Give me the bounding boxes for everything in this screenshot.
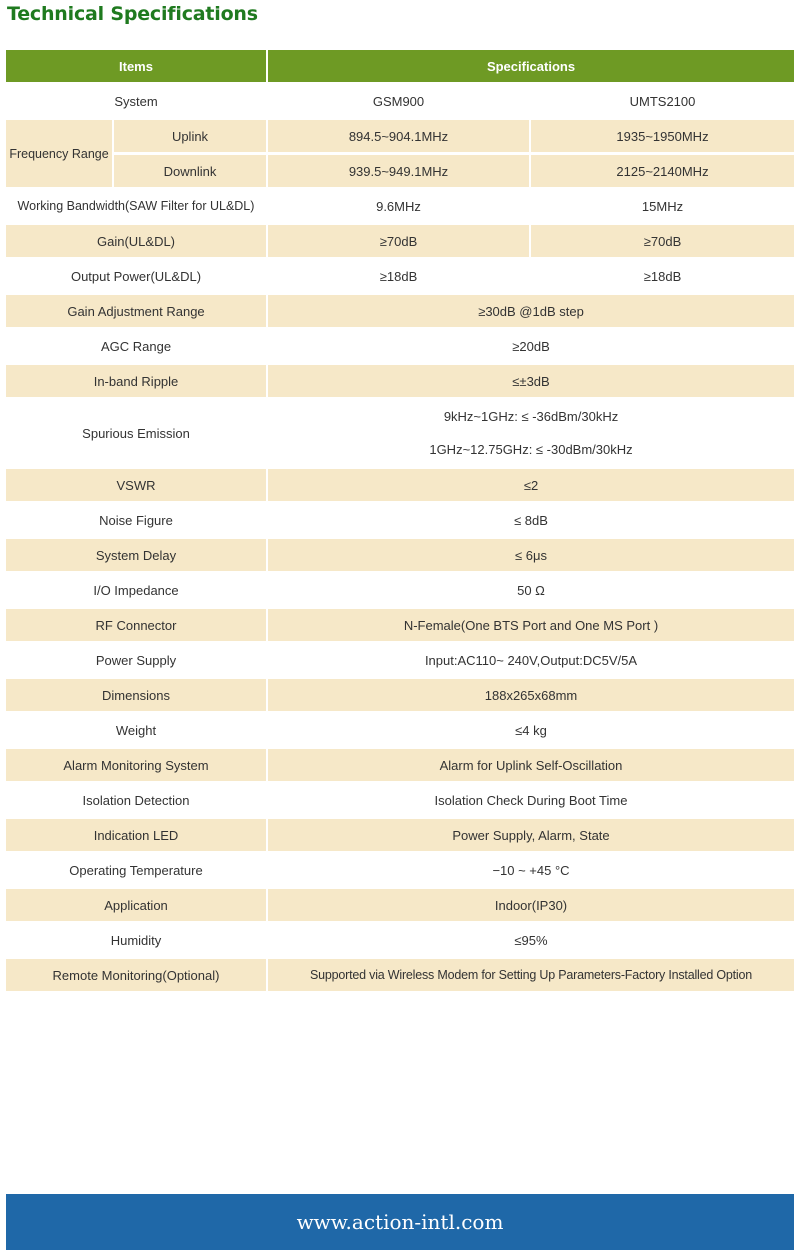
table-row: [6, 539, 794, 574]
table-row: [6, 330, 794, 365]
row-label: Gain Adjustment Range: [6, 295, 268, 330]
table-row: [6, 889, 794, 924]
table-row: [6, 260, 794, 295]
row-value: ≤95%: [268, 924, 794, 959]
table-row: [6, 190, 794, 225]
row-value: ≥18dB: [268, 260, 531, 295]
row-value: Power Supply, Alarm, State: [268, 819, 794, 854]
header-items: Items: [6, 50, 268, 85]
row-label: Dimensions: [6, 679, 268, 714]
table-row: [6, 644, 794, 679]
row-label: Working Bandwidth(SAW Filter for UL&DL): [6, 190, 268, 225]
row-label: Remote Monitoring(Optional): [6, 959, 268, 994]
spurious-line-2: 1GHz~12.75GHz: ≤ -30dBm/30kHz: [429, 442, 633, 457]
row-value: Input:AC110~ 240V,Output:DC5V/5A: [268, 644, 794, 679]
row-value: −10 ~ +45 °C: [268, 854, 794, 889]
row-value: 15MHz: [531, 190, 794, 225]
table-row: [6, 924, 794, 959]
row-label: Power Supply: [6, 644, 268, 679]
row-value: 2125~2140MHz: [531, 155, 794, 190]
table-row: [6, 784, 794, 819]
row-value: ≤4 kg: [268, 714, 794, 749]
row-label: Application: [6, 889, 268, 924]
row-label: System Delay: [6, 539, 268, 574]
row-label: AGC Range: [6, 330, 268, 365]
row-value: ≤2: [268, 469, 794, 504]
table-row: [6, 959, 794, 994]
row-value: 939.5~949.1MHz: [268, 155, 531, 190]
row-value: 894.5~904.1MHz: [268, 120, 531, 155]
row-value: 188x265x68mm: [268, 679, 794, 714]
row-label: Humidity: [6, 924, 268, 959]
table-row: [6, 469, 794, 504]
footer-website: www.action-intl.com: [6, 1194, 794, 1250]
table-row: [6, 609, 794, 644]
table-row: [6, 85, 794, 120]
table-row: [6, 679, 794, 714]
table-row: [6, 155, 794, 190]
row-label: Weight: [6, 714, 268, 749]
row-label: System: [6, 85, 268, 120]
row-value: 50 Ω: [268, 574, 794, 609]
row-label: I/O Impedance: [6, 574, 268, 609]
table-row: [6, 225, 794, 260]
row-value: ≥18dB: [531, 260, 794, 295]
table-row: [6, 749, 794, 784]
page-title: Technical Specifications: [7, 3, 258, 25]
row-value: ≤±3dB: [268, 365, 794, 400]
row-label: Noise Figure: [6, 504, 268, 539]
row-label: Operating Temperature: [6, 854, 268, 889]
row-value: ≥70dB: [268, 225, 531, 260]
table-row: [6, 819, 794, 854]
spec-table: [6, 50, 794, 994]
row-value: 1935~1950MHz: [531, 120, 794, 155]
row-value: ≥30dB @1dB step: [268, 295, 794, 330]
table-row: [6, 400, 794, 469]
row-value: 9.6MHz: [268, 190, 531, 225]
row-label: Spurious Emission: [6, 400, 268, 469]
row-value: GSM900: [268, 85, 531, 120]
table-row: [6, 295, 794, 330]
row-label: In-band Ripple: [6, 365, 268, 400]
row-label: Indication LED: [6, 819, 268, 854]
table-row: [6, 120, 794, 155]
row-value: ≥20dB: [268, 330, 794, 365]
row-label: Isolation Detection: [6, 784, 268, 819]
row-label: Gain(UL&DL): [6, 225, 268, 260]
table-row: [6, 854, 794, 889]
table-row: [6, 574, 794, 609]
row-label: Alarm Monitoring System: [6, 749, 268, 784]
row-value: Alarm for Uplink Self-Oscillation: [268, 749, 794, 784]
row-value: Supported via Wireless Modem for Setting Up Parameters-Factory Installed Option: [268, 959, 794, 994]
row-value: ≤ 6μs: [268, 539, 794, 574]
row-label: Uplink: [114, 120, 268, 155]
row-label: Downlink: [114, 155, 268, 190]
table-row: [6, 714, 794, 749]
row-value: UMTS2100: [531, 85, 794, 120]
row-value: N-Female(One BTS Port and One MS Port ): [268, 609, 794, 644]
row-label: VSWR: [6, 469, 268, 504]
row-value: ≤ 8dB: [268, 504, 794, 539]
table-row: [6, 365, 794, 400]
header-specifications: Specifications: [268, 50, 794, 85]
table-header-row: [6, 50, 794, 85]
row-label: RF Connector: [6, 609, 268, 644]
row-value: [268, 400, 794, 469]
row-value: Indoor(IP30): [268, 889, 794, 924]
row-value: ≥70dB: [531, 225, 794, 260]
spurious-line-1: 9kHz~1GHz: ≤ -36dBm/30kHz: [443, 409, 619, 424]
table-row: [6, 504, 794, 539]
frequency-range-label: Frequency Range: [6, 120, 114, 190]
row-label: Output Power(UL&DL): [6, 260, 268, 295]
row-value: Isolation Check During Boot Time: [268, 784, 794, 819]
